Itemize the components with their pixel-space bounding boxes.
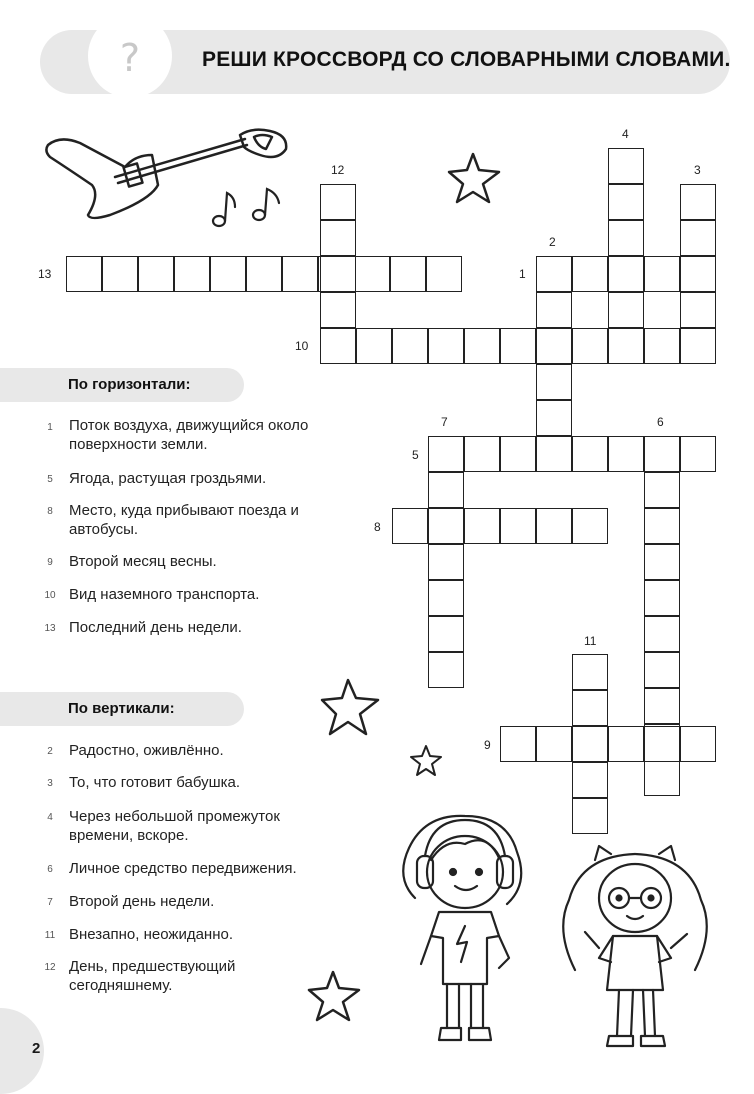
clue-number: 7 <box>47 897 53 908</box>
crossword-cell-across-13[interactable] <box>138 256 174 292</box>
crossword-cell-down-11[interactable] <box>572 762 608 798</box>
crossword-cell-across-10[interactable] <box>356 328 392 364</box>
clue-number: 6 <box>47 864 53 875</box>
crossword-cell-across-5[interactable] <box>464 436 500 472</box>
girl-with-headphones-illustration <box>395 808 535 1048</box>
grid-number-6: 6 <box>657 415 664 429</box>
clue-text: День, предшествующий сегодняшнему. <box>69 958 236 994</box>
crossword-cell-across-13[interactable] <box>102 256 138 292</box>
crossword-cell-across-8[interactable] <box>500 508 536 544</box>
crossword-cell-down-12[interactable] <box>320 328 356 364</box>
crossword-cell-across-13[interactable] <box>246 256 282 292</box>
crossword-cell-across-1[interactable] <box>608 256 644 292</box>
crossword-cell-across-8[interactable] <box>392 508 428 544</box>
grid-number-4: 4 <box>622 127 629 141</box>
crossword-cell-down-6[interactable] <box>644 508 680 544</box>
crossword-cell-down-3[interactable] <box>680 328 716 364</box>
crossword-cell-down-6[interactable] <box>644 760 680 796</box>
crossword-cell-across-5[interactable] <box>608 436 644 472</box>
question-mark-icon: ? <box>119 36 141 80</box>
crossword-cell-across-10[interactable] <box>536 328 572 364</box>
clue-number: 10 <box>44 590 56 601</box>
crossword-cell-down-4[interactable] <box>608 292 644 328</box>
girl-with-glasses-illustration <box>555 840 715 1050</box>
clue-text: Вид наземного транспорта. <box>69 586 260 603</box>
crossword-cell-down-7[interactable] <box>428 508 464 544</box>
grid-number-8: 8 <box>374 520 381 534</box>
clue-number: 5 <box>47 474 53 485</box>
clue-text: Внезапно, неожиданно. <box>69 926 233 943</box>
music-notes-icon <box>205 185 285 230</box>
crossword-cell-down-7[interactable] <box>428 544 464 580</box>
crossword-cell-across-13[interactable] <box>426 256 462 292</box>
clue-number: 9 <box>47 557 53 568</box>
clue-text: Личное средство передвижения. <box>69 860 297 877</box>
clue-text: То, что готовит бабушка. <box>69 774 241 791</box>
crossword-cell-down-7[interactable] <box>428 472 464 508</box>
crossword-cell-across-8[interactable] <box>464 508 500 544</box>
crossword-cell-down-11[interactable] <box>572 654 608 690</box>
crossword-cell-down-3[interactable] <box>680 184 716 220</box>
crossword-cell-across-13[interactable] <box>66 256 102 292</box>
clue-number: 3 <box>47 778 53 789</box>
crossword-cell-down-7[interactable] <box>428 652 464 688</box>
crossword-cell-down-6[interactable] <box>644 472 680 508</box>
crossword-cell-across-9[interactable] <box>536 726 572 762</box>
crossword-cell-across-5[interactable] <box>680 436 716 472</box>
crossword-cell-down-11[interactable] <box>572 798 608 834</box>
crossword-cell-down-6[interactable] <box>644 580 680 616</box>
crossword-cell-down-12[interactable] <box>320 184 356 220</box>
crossword-cell-across-10[interactable] <box>608 328 644 364</box>
clue-text: Радостно, оживлённо. <box>69 742 224 759</box>
clue-number: 8 <box>47 506 53 517</box>
crossword-cell-down-12[interactable] <box>320 220 356 256</box>
crossword-cell-across-9[interactable] <box>500 726 536 762</box>
grid-number-7: 7 <box>441 415 448 429</box>
star-icon <box>408 744 444 778</box>
page-title: РЕШИ КРОССВОРД СО СЛОВАРНЫМИ СЛОВАМИ. <box>202 48 731 71</box>
crossword-cell-down-2[interactable] <box>536 400 572 436</box>
grid-number-13: 13 <box>38 267 52 281</box>
clue-number: 1 <box>47 422 53 433</box>
crossword-cell-down-4[interactable] <box>608 148 644 184</box>
crossword-cell-down-4[interactable] <box>608 220 644 256</box>
crossword-cell-across-10[interactable] <box>500 328 536 364</box>
clue-text: Ягода, растущая гроздьями. <box>69 470 267 487</box>
crossword-cell-across-1[interactable] <box>536 256 572 292</box>
crossword-cell-down-7[interactable] <box>428 580 464 616</box>
crossword-cell-down-6[interactable] <box>644 652 680 688</box>
crossword-cell-down-6[interactable] <box>644 616 680 652</box>
clue-number: 11 <box>44 930 56 941</box>
clue-number: 4 <box>47 812 53 823</box>
crossword-cell-across-5[interactable] <box>428 436 464 472</box>
crossword-cell-across-10[interactable] <box>392 328 428 364</box>
clue-text: Через небольшой промежуток времени, вскоре. <box>69 808 280 844</box>
grid-number-2: 2 <box>549 235 556 249</box>
clue-text: Второй день недели. <box>69 893 215 910</box>
crossword-cell-across-10[interactable] <box>572 328 608 364</box>
crossword-cell-down-11[interactable] <box>572 690 608 726</box>
crossword-cell-across-13[interactable] <box>354 256 390 292</box>
crossword-cell-across-10[interactable] <box>644 328 680 364</box>
grid-number-1: 1 <box>519 267 526 281</box>
crossword-cell-down-2[interactable] <box>536 292 572 328</box>
crossword-cell-down-3[interactable] <box>680 292 716 328</box>
clue-number: 13 <box>44 623 56 634</box>
crossword-cell-across-8[interactable] <box>572 508 608 544</box>
grid-number-9: 9 <box>484 738 491 752</box>
grid-number-3: 3 <box>694 163 701 177</box>
clue-text: Второй месяц весны. <box>69 553 217 570</box>
across-heading: По горизонтали: <box>68 376 191 393</box>
crossword-cell-down-7[interactable] <box>428 616 464 652</box>
clue-text: Поток воздуха, движущийся около поверхности земли. <box>69 417 309 453</box>
crossword-cell-across-9[interactable] <box>680 726 716 762</box>
crossword-cell-across-1[interactable] <box>680 256 716 292</box>
crossword-cell-across-5[interactable] <box>572 436 608 472</box>
crossword-cell-across-13[interactable] <box>282 256 318 292</box>
crossword-cell-down-2[interactable] <box>536 364 572 400</box>
crossword-cell-across-8[interactable] <box>536 508 572 544</box>
down-heading: По вертикали: <box>68 700 175 717</box>
crossword-cell-across-9[interactable] <box>608 726 644 762</box>
crossword-cell-down-12[interactable] <box>320 292 356 328</box>
grid-number-10: 10 <box>295 339 309 353</box>
grid-number-11: 11 <box>584 634 597 648</box>
crossword-cell-across-1[interactable] <box>572 256 608 292</box>
crossword-cell-across-10[interactable] <box>464 328 500 364</box>
star-icon <box>305 968 363 1024</box>
clue-number: 12 <box>44 962 56 973</box>
crossword-cell-down-6[interactable] <box>644 688 680 724</box>
crossword-cell-down-4[interactable] <box>608 184 644 220</box>
crossword-cell-across-5[interactable] <box>500 436 536 472</box>
crossword-cell-across-5[interactable] <box>536 436 572 472</box>
crossword-cell-down-6[interactable] <box>644 544 680 580</box>
grid-number-12: 12 <box>331 163 345 177</box>
star-icon <box>445 150 505 208</box>
crossword-cell-across-13[interactable] <box>174 256 210 292</box>
crossword-cell-down-3[interactable] <box>680 220 716 256</box>
star-icon <box>318 676 384 738</box>
page-number: 2 <box>32 1040 41 1057</box>
grid-number-5: 5 <box>412 448 419 462</box>
crossword-cell-across-13[interactable] <box>390 256 426 292</box>
crossword-cell-across-9[interactable] <box>644 726 680 762</box>
crossword-cell-across-5[interactable] <box>644 436 680 472</box>
crossword-cell-across-13[interactable] <box>210 256 246 292</box>
clue-number: 2 <box>47 746 53 757</box>
crossword-cell-down-12[interactable] <box>320 256 356 292</box>
clue-text: Последний день недели. <box>69 619 242 636</box>
crossword-cell-across-1[interactable] <box>644 256 680 292</box>
crossword-cell-across-10[interactable] <box>428 328 464 364</box>
clue-text: Место, куда прибывают поезда и автобусы. <box>69 502 299 538</box>
crossword-cell-down-11[interactable] <box>572 726 608 762</box>
